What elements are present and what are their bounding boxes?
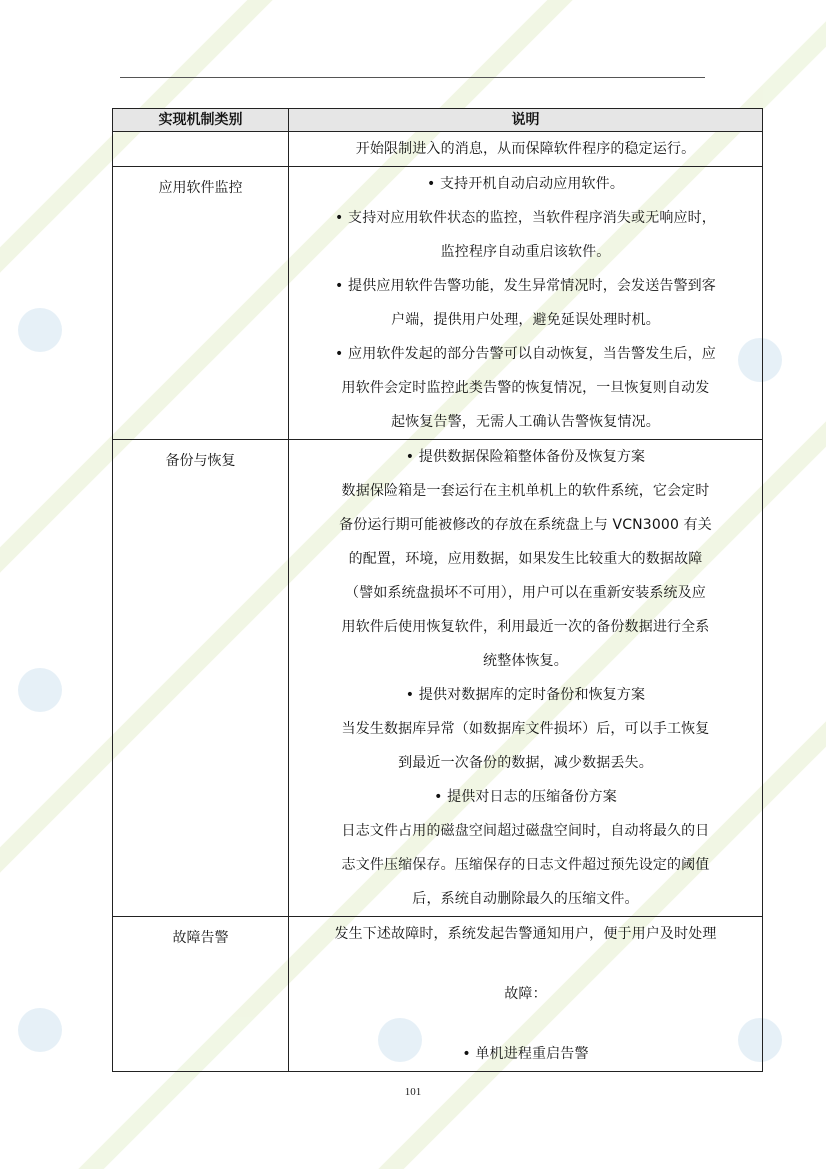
description-line: 志文件压缩保存。压缩保存的日志文件超过预先设定的阈值: [341, 857, 710, 873]
description-line: 统整体恢复。: [483, 653, 568, 669]
category-label: 备份与恢复: [165, 453, 236, 469]
description-line: 起恢复告警，无需人工确认告警恢复情况。: [391, 414, 660, 430]
description-line: 到最近一次备份的数据，减少数据丢失。: [398, 755, 653, 771]
category-cell: [113, 167, 289, 440]
table-row: [113, 132, 763, 167]
description-line: （譬如系统盘损坏不可用），用户可以在重新安装系统及应: [345, 585, 706, 601]
category-label: 故障告警: [172, 930, 229, 946]
header-rule: [120, 77, 705, 78]
description-line: 监控程序自动重启该软件。: [440, 244, 611, 260]
table-header-row: [113, 109, 763, 132]
description-cell: [289, 440, 763, 917]
description-line: • 应用软件发起的部分告警可以自动恢复，当告警发生后，应: [335, 346, 716, 362]
category-label: 应用软件监控: [158, 180, 243, 196]
description-line: 后，系统自动删除最久的压缩文件。: [412, 891, 639, 907]
description-line: • 提供数据保险箱整体备份及恢复方案: [405, 449, 646, 465]
description-line: 日志文件占用的磁盘空间超过磁盘空间时，自动将最久的日: [341, 823, 710, 839]
description-line: 用软件后使用恢复软件，利用最近一次的备份数据进行全系: [341, 619, 710, 635]
category-cell: [113, 440, 289, 917]
description-line: 故障：: [504, 986, 547, 1002]
description-line: • 支持对应用软件状态的监控，当软件程序消失或无响应时，: [335, 210, 716, 226]
description-line: • 提供应用软件告警功能，发生异常情况时，会发送告警到客: [335, 278, 716, 294]
table-row: [113, 917, 763, 1072]
description-cell: [289, 917, 763, 1072]
description-line: 备份运行期可能被修改的存放在系统盘上与 VCN3000 有关: [339, 517, 712, 533]
description-line: • 提供对日志的压缩备份方案: [434, 789, 617, 805]
page-number: 101: [404, 1086, 422, 1098]
description-line: 发生下述故障时，系统发起告警通知用户，便于用户及时处理: [334, 926, 717, 942]
table-row: [113, 440, 763, 917]
description-line: 数据保险箱是一套运行在主机单机上的软件系统，它会定时: [341, 483, 710, 499]
category-cell: [113, 132, 289, 167]
description-cell: [289, 167, 763, 440]
category-cell: [113, 917, 289, 1072]
mechanism-table: [112, 108, 763, 1072]
description-line: 户端，提供用户处理，避免延误处理时机。: [391, 312, 660, 328]
table-row: [113, 167, 763, 440]
header-description: 说明: [289, 109, 763, 132]
description-line: • 提供对数据库的定时备份和恢复方案: [405, 687, 646, 703]
category-label: [113, 132, 288, 143]
description-line: 当发生数据库异常（如数据库文件损坏）后，可以手工恢复: [341, 721, 710, 737]
description-line: 用软件会定时监控此类告警的恢复情况，一旦恢复则自动发: [341, 380, 710, 396]
description-line: 的配置，环境，应用数据，如果发生比较重大的数据故障: [348, 551, 703, 567]
description-line: • 单机进程重启告警: [462, 1046, 589, 1062]
description-line: • 支持开机自动启动应用软件。: [427, 176, 624, 192]
description-cell: [289, 132, 763, 167]
header-category: 实现机制类别: [113, 109, 289, 132]
description-line: 开始限制进入的消息，从而保障软件程序的稳定运行。: [355, 141, 696, 157]
